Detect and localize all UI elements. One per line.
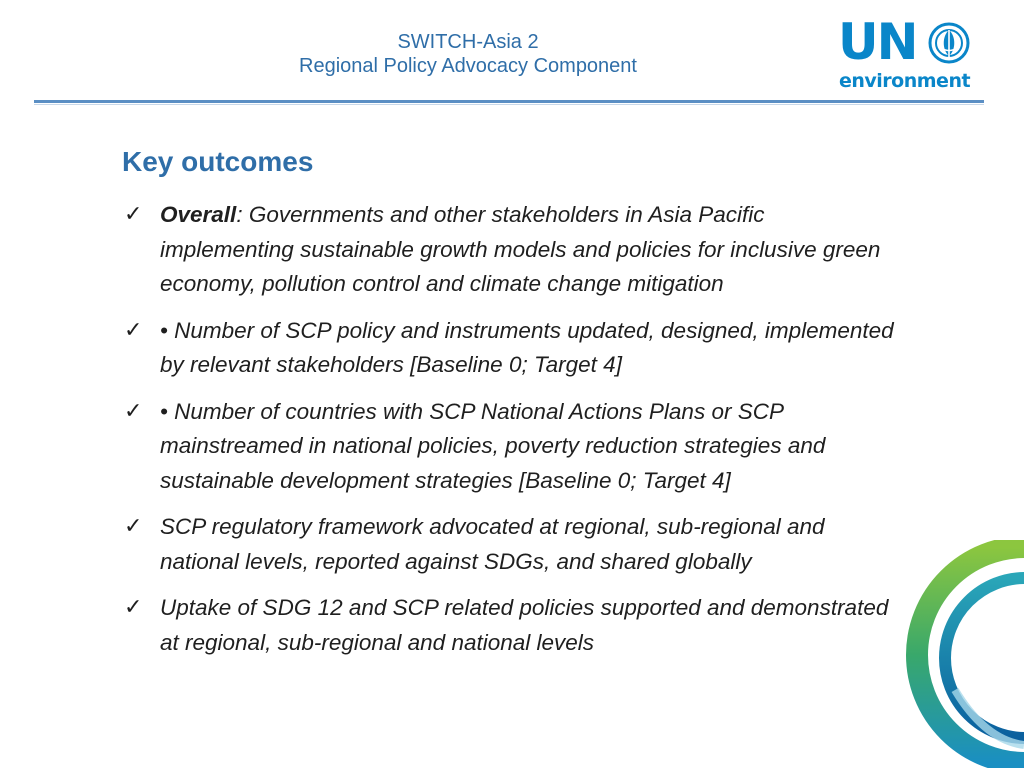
outcome-text: : Governments and other stakeholders in Asia Pacific implementing sustainable growth models and policies for inclusive green economy, pollution control and climate change mitigation bbox=[160, 202, 881, 296]
outcome-lead: Overall bbox=[160, 202, 237, 227]
outcome-text: Uptake of SDG 12 and SCP related policies supported and demonstrated at regional, sub-regional and national levels bbox=[160, 595, 889, 655]
checkmark-icon: ✓ bbox=[124, 514, 143, 539]
outcome-item-sdg12-uptake bbox=[122, 591, 902, 660]
outcomes-list bbox=[122, 198, 902, 672]
outcome-text: • Number of countries with SCP National Actions Plans or SCP mainstreamed in national policies, poverty reduction strategies and sustainable development strategies [Baseline 0; Target 4] bbox=[160, 398, 826, 493]
header-divider bbox=[34, 100, 984, 103]
logo-environment-text: environment bbox=[839, 70, 971, 92]
checkmark-icon: ✓ bbox=[124, 398, 143, 424]
outcome-item-policy-instruments bbox=[122, 314, 902, 383]
un-emblem-icon bbox=[928, 22, 970, 64]
checkmark-icon: ✓ bbox=[124, 317, 143, 343]
header-divider-shadow bbox=[34, 104, 984, 105]
section-title: Key outcomes bbox=[122, 146, 314, 177]
slide-header bbox=[200, 30, 736, 78]
logo-un-text: UN bbox=[838, 13, 917, 71]
checkmark-icon: ✓ bbox=[124, 202, 143, 227]
decorative-rings-graphic bbox=[895, 540, 1024, 768]
checkmark-icon: ✓ bbox=[124, 595, 143, 620]
outcome-item-regulatory-framework bbox=[122, 510, 902, 579]
outcome-text: SCP regulatory framework advocated at regional, sub-regional and national levels, reported against SDGs, and shared globally bbox=[160, 514, 825, 574]
header-line-2: Regional Policy Advocacy Component bbox=[299, 55, 637, 77]
header-line-1: SWITCH-Asia 2 bbox=[397, 31, 539, 53]
outcome-item-national-plans bbox=[122, 395, 902, 499]
outcome-text: • Number of SCP policy and instruments updated, designed, implemented by relevant stakeholders [Baseline 0; Target 4] bbox=[160, 317, 894, 377]
un-environment-logo bbox=[836, 13, 976, 94]
outcome-item-overall bbox=[122, 198, 902, 302]
